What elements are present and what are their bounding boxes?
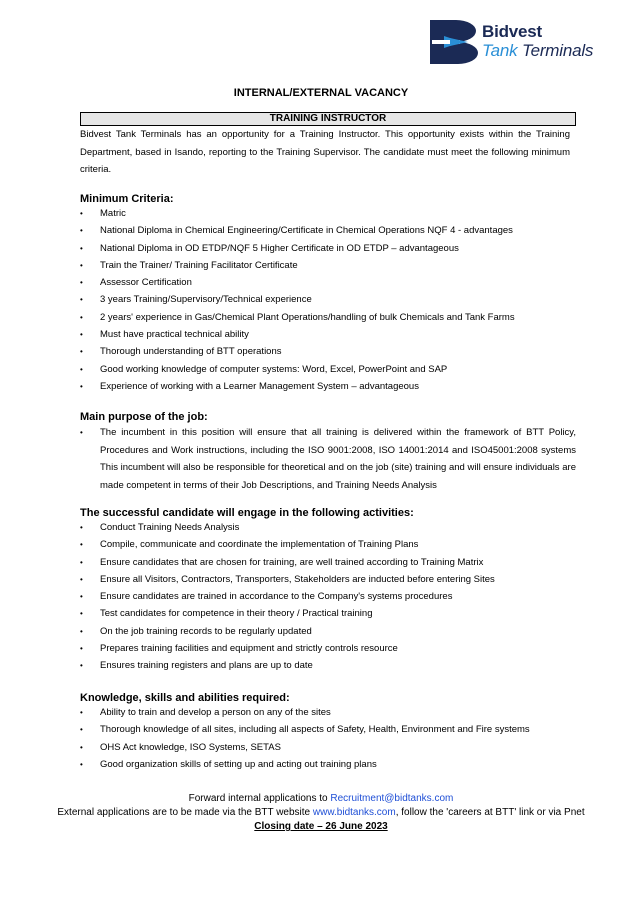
bullet: • <box>80 295 83 305</box>
main-purpose-title: Main purpose of the job: <box>80 411 208 423</box>
list-item-text: National Diploma in OD ETDP/NQF 5 Higher Certificate in OD ETDP – advantageous <box>100 242 459 254</box>
list-item-text: Ability to train and develop a person on any of the sites <box>100 707 331 718</box>
bullet: • <box>80 260 83 270</box>
external-applications-line <box>0 807 642 819</box>
list-item-text: Thorough understanding of BTT operations <box>100 346 282 358</box>
bullet: • <box>80 557 83 567</box>
list-item-text: Compile, communicate and coordinate the implementation of Training Plans <box>100 539 419 551</box>
job-title-box: TRAINING INSTRUCTOR <box>80 112 576 126</box>
bullet: • <box>80 330 83 340</box>
recruitment-email-link[interactable]: Recruitment@bidtanks.com <box>330 793 454 804</box>
bullet: • <box>80 540 83 550</box>
bidvest-b-logo-icon <box>428 18 478 68</box>
bullet: • <box>80 347 83 357</box>
logo-text-bidvest: Bidvest <box>482 22 543 41</box>
internal-prefix: Forward internal applications to <box>188 793 331 804</box>
list-item-text: Experience of working with a Learner Management System – advantageous <box>100 380 419 392</box>
list-item <box>80 739 576 756</box>
list-item <box>80 309 576 326</box>
list-item-text: 3 years Training/Supervisory/Technical experience <box>100 294 312 306</box>
bullet: • <box>80 759 83 769</box>
list-item-text: OHS Act knowledge, ISO Systems, SETAS <box>100 741 281 753</box>
bullet: • <box>80 592 83 602</box>
knowledge-list <box>80 704 576 773</box>
bullet: • <box>80 725 83 735</box>
bullet: • <box>80 609 83 619</box>
list-item <box>80 605 576 622</box>
list-item <box>80 519 576 536</box>
list-item-text: National Diploma in Chemical Engineering/Certificate in Chemical Operations NQF 4 - advantages <box>100 225 513 237</box>
list-item <box>80 378 576 395</box>
activities-list <box>80 519 576 675</box>
intro-paragraph: Bidvest Tank Terminals has an opportunity for a Training Instructor. This opportunity exists within the Training Department, based in Isando, reporting to the Training Supervisor. The candidate must meet the following minimum criteria. <box>80 129 570 175</box>
list-item <box>80 640 576 657</box>
bullet: • <box>80 226 83 236</box>
bullet: • <box>80 644 83 654</box>
minimum-criteria-list <box>80 205 576 395</box>
internal-applications-line <box>0 793 642 805</box>
list-item <box>80 361 576 378</box>
activities-title: The successful candidate will engage in the following activities: <box>80 507 414 519</box>
main-purpose-text: The incumbent in this position will ensure that all training is delivered within the framework of BTT Policy, Procedures and Work instructions, including the ISO 9001:2008, ISO 14001:2014 and ISO45001:2008 systems This incumbent will also be responsible for theoretical and on the job (site) training and will ensure individuals are made competent in terms of their Job Descriptions, and Training Needs Analysis <box>100 427 576 491</box>
bullet: • <box>80 209 83 218</box>
list-item-text: 2 years' experience in Gas/Chemical Plant Operations/handling of bulk Chemicals and Tank Farms <box>100 311 515 323</box>
external-prefix: External applications are to be made via the BTT website <box>57 807 313 818</box>
list-item-text: Ensure candidates that are chosen for training, are well trained according to Training Matrix <box>100 556 484 568</box>
list-item <box>80 623 576 640</box>
list-item <box>80 721 576 738</box>
list-item <box>80 222 576 239</box>
list-item <box>80 257 576 274</box>
list-item-text: Train the Trainer/ Training Facilitator Certificate <box>100 259 298 271</box>
knowledge-title: Knowledge, skills and abilities required: <box>80 692 290 704</box>
list-item-text: Prepares training facilities and equipment and strictly controls resource <box>100 643 398 655</box>
list-item <box>80 536 576 553</box>
website-link[interactable]: www.bidtanks.com <box>312 807 396 818</box>
bullet: • <box>80 742 83 752</box>
bullet: • <box>80 364 83 374</box>
bullet: • <box>80 312 83 322</box>
list-item <box>80 240 576 257</box>
list-item-text: Good organization skills of setting up and acting out training plans <box>100 758 377 770</box>
list-item-text: Matric <box>100 208 126 219</box>
list-item-text: Conduct Training Needs Analysis <box>100 522 240 533</box>
logo-text-tank-terminals <box>482 41 593 61</box>
list-item <box>80 657 576 674</box>
bullet: • <box>80 708 83 717</box>
company-logo <box>428 18 608 68</box>
list-item-text: Thorough knowledge of all sites, including all aspects of Safety, Health, Environment and Fire systems <box>100 724 530 736</box>
closing-date: Closing date – 26 June 2023 <box>254 821 388 832</box>
list-item <box>80 554 576 571</box>
list-item-text: Assessor Certification <box>100 277 192 289</box>
bullet: • <box>80 243 83 253</box>
logo-text-terminals: Terminals <box>521 41 594 60</box>
list-item-text: Ensures training registers and plans are up to date <box>100 660 313 672</box>
list-item <box>80 343 576 360</box>
bullet: • <box>80 523 83 532</box>
bullet: • <box>80 278 83 288</box>
vacancy-heading: INTERNAL/EXTERNAL VACANCY <box>233 87 409 99</box>
list-item <box>80 571 576 588</box>
list-item <box>80 291 576 308</box>
external-suffix: , follow the 'careers at BTT' link or via Pnet <box>395 807 585 818</box>
bullet: • <box>80 574 83 584</box>
list-item-text: On the job training records to be regularly updated <box>100 625 312 637</box>
list-item-text: Ensure all Visitors, Contractors, Transporters, Stakeholders are inducted before entering Sites <box>100 573 495 585</box>
list-item-text: Test candidates for competence in their theory / Practical training <box>100 608 373 620</box>
minimum-criteria-title: Minimum Criteria: <box>80 193 174 205</box>
list-item-text: Good working knowledge of computer systems: Word, Excel, PowerPoint and SAP <box>100 363 448 375</box>
list-item-text: Ensure candidates are trained in accordance to the Company's systems procedures <box>100 591 453 603</box>
list-item <box>80 205 576 222</box>
bullet: • <box>80 626 83 636</box>
list-item <box>80 756 576 773</box>
list-item <box>80 326 576 343</box>
list-item-text: Must have practical technical ability <box>100 329 249 341</box>
bullet: • <box>80 381 83 391</box>
list-item <box>80 704 576 721</box>
logo-text-tank: Tank <box>482 41 518 60</box>
bullet: • <box>80 661 83 671</box>
bullet: • <box>80 428 83 437</box>
list-item <box>80 274 576 291</box>
list-item <box>80 588 576 605</box>
main-purpose-item <box>80 424 576 494</box>
